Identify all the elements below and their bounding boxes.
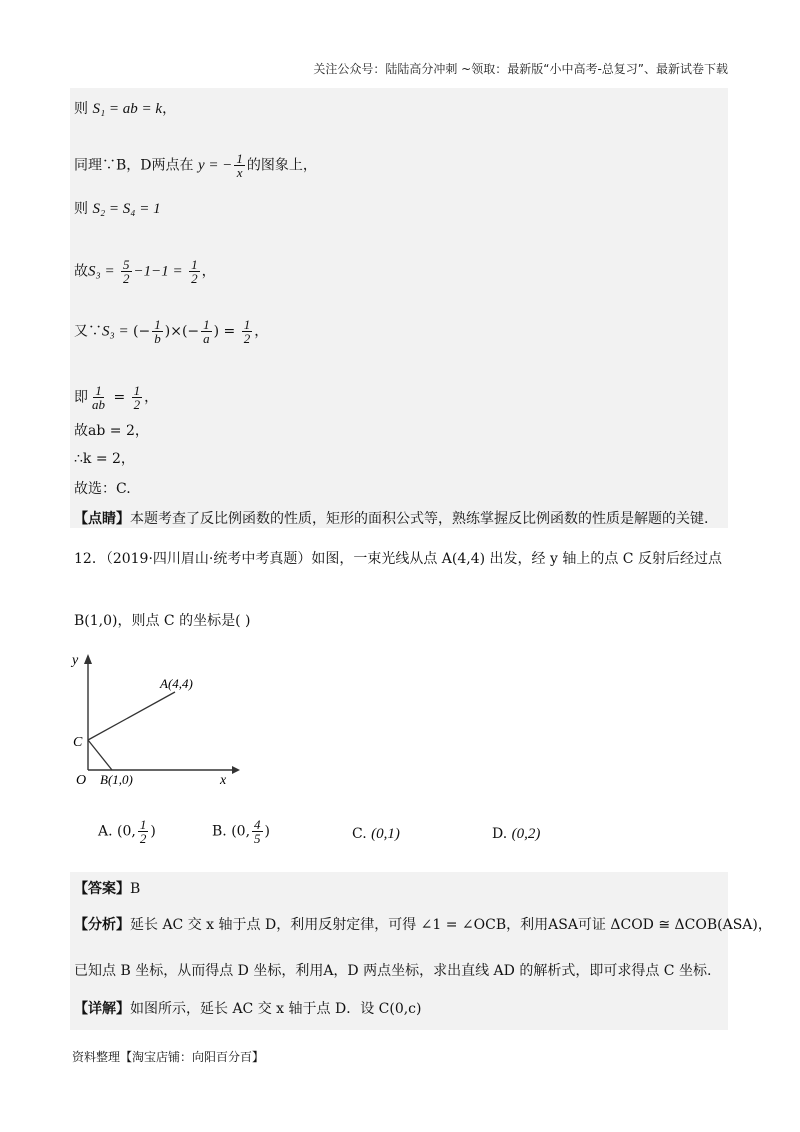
detail-line: 【详解】如图所示，延长 AC 交 x 轴于点 D．设 C(0,c) [74,1001,422,1017]
coordinate-figure [60,648,250,788]
ray-c-to-b [88,740,112,770]
solution-line-6: 即 $\frac{1}{ab}$ = $\frac{1}{2}$ ， [74,383,159,412]
solution-line-5: 又∵S₃ = (− $\frac{1}{b}$ )×(− $\frac{1}{a}$ ) = $\frac{1}{2}$ ， [74,317,269,346]
y-axis-label: y [72,653,79,668]
option-c[interactable]: C. (0,1) [352,826,400,842]
page-footer: 资料整理【淘宝店铺：向阳百分百】 [72,1050,265,1064]
page-header: 关注公众号：陆陆高分冲刺 ~领取：最新版“小中高考-总复习”、最新试卷下载 [313,62,728,76]
solution-line-8: ∴k = 2， [74,451,135,467]
ray-a-to-c [88,692,175,740]
point-c-label: C [73,735,83,750]
point-a-label: A(4,4) [160,676,193,691]
solution-line-9: 故选：C. [74,481,131,497]
option-d[interactable]: D. (0,2) [492,826,541,842]
question-text-2: B(1,0)，则点 C 的坐标是( ) [74,613,251,629]
question-text-1: 12．（2019·四川眉山·统考中考真题）如图，一束光线从点 A(4,4) 出发，经 y 轴上的点 C 反射后经过点 [74,551,722,567]
option-a[interactable]: A. (0, $\frac{1}{2}$ ) [98,817,156,846]
option-b[interactable]: B. (0, $\frac{4}{5}$ ) [212,817,270,846]
analysis-line-1: 【分析】延长 AC 交 x 轴于点 D，利用反射定律，可得 ∠1 = ∠OCB，利用ASA可证 ΔCOD ≅ ΔCOB(ASA)， [74,917,772,933]
analysis-line-2: 已知点 B 坐标，从而得点 D 坐标，利用A，D 两点坐标，求出直线 AD 的解析式，即可求得点 C 坐标. [74,963,712,979]
x-axis-arrow [232,766,240,774]
solution-line-3: 则 S₂ = S₄ = 1 [74,201,161,217]
solution-line-7: 故ab = 2， [74,423,149,439]
solution-line-2: 同理∵B，D两点在 y = − $\frac{1}{x}$ 的图象上， [74,151,317,180]
solution-line-4: 故S₃ = $\frac{5}{2}$ −1−1 = $\frac{1}{2}$ ， [74,257,216,286]
solution-line-1: 则 S₁ = ab = k， [74,101,177,117]
answer-line: 【答案】B [74,881,141,897]
x-axis-label: x [220,773,227,788]
origin-label: O [76,773,87,788]
point-b-label: B(1,0) [100,772,133,787]
key-point: 【点睛】本题考查了反比例函数的性质，矩形的面积公式等，熟练掌握反比例函数的性质是解题的关键. [74,511,709,527]
y-axis-arrow [84,654,92,664]
